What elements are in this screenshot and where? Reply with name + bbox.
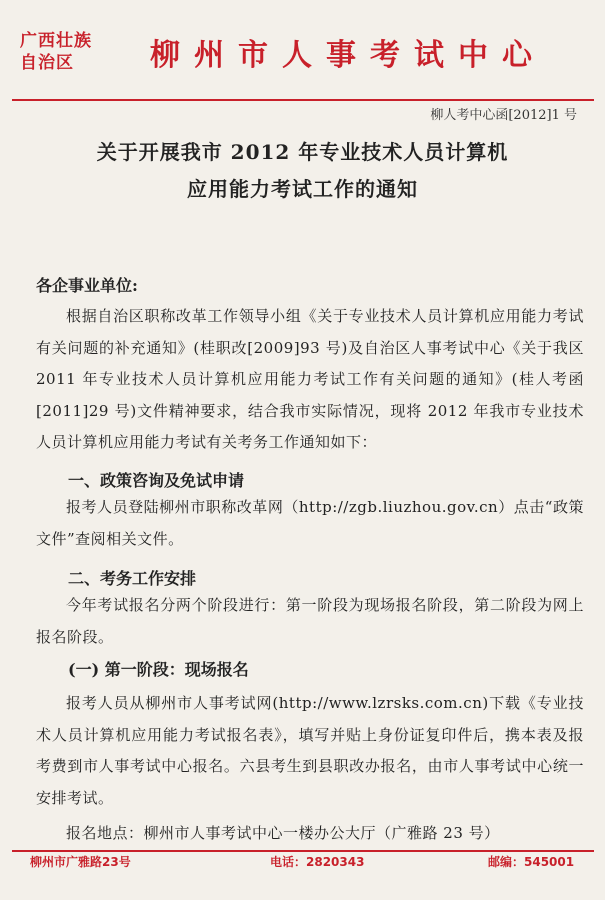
issuer-title: 柳州市人事考试中心 [150,38,546,73]
footer-address: 柳州市广雅路23号 [30,855,131,869]
paragraph-stages: 今年考试报名分两个阶段进行：第一阶段为现场报名阶段，第二阶段为网上报名阶段。 [36,596,584,646]
issuer-region [20,30,115,74]
subsection-heading-1: (一) 第一阶段：现场报名 [68,660,249,679]
header-divider [12,99,594,101]
footer-postcode: 邮编：545001 [488,855,575,869]
document-title-line2: 应用能力考试工作的通知 [187,177,418,201]
paragraph-registration-location: 报名地点：柳州市人事考试中心一楼办公大厅（广雅路 23 号） [66,824,500,842]
salutation: 各企事业单位: [36,276,138,295]
footer-divider [12,850,594,852]
paragraph-intro: 根据自治区职称改革工作领导小组《关于专业技术人员计算机应用能力考试有关问题的补充通知》(桂职改[2009]93 号)及自治区人事考试中心《关于我区 2011 年专业技术人员计算机应用能力考试工作有关问题的通知》(桂人考函[2011]29 号)文件精神要求，结合我市实际情况，现将 2012 年我市专业技术人员计算机应用能力考试有关考务工作通知如下： [36,307,584,451]
document-title-line1: 关于开展我市 2012 年专业技术人员计算机 [96,140,509,164]
issuer-region-line2: 自治区 [20,53,74,73]
section-heading-2: 二、考务工作安排 [68,569,197,588]
paragraph-onsite-registration: 报考人员从柳州市人事考试网(http://www.lzrsks.com.cn)下载《专业技术人员计算机应用能力考试报名表》，填写并贴上身份证复印件后，携本表及报考费到市人事考试中心报名。六县考生到县职改办报名，由市人事考试中心统一安排考试。 [36,694,584,807]
paragraph-policy: 报考人员登陆柳州市职称改革网（http://zgb.liuzhou.gov.cn）点击“政策文件”查阅相关文件。 [36,498,584,548]
footer-phone: 电话：2820343 [270,855,365,869]
section-heading-1: 一、政策咨询及免试申请 [68,471,245,490]
issuer-region-line1: 广西壮族 [20,31,92,51]
document-number: 柳人考中心函[2012]1 号 [430,108,577,123]
